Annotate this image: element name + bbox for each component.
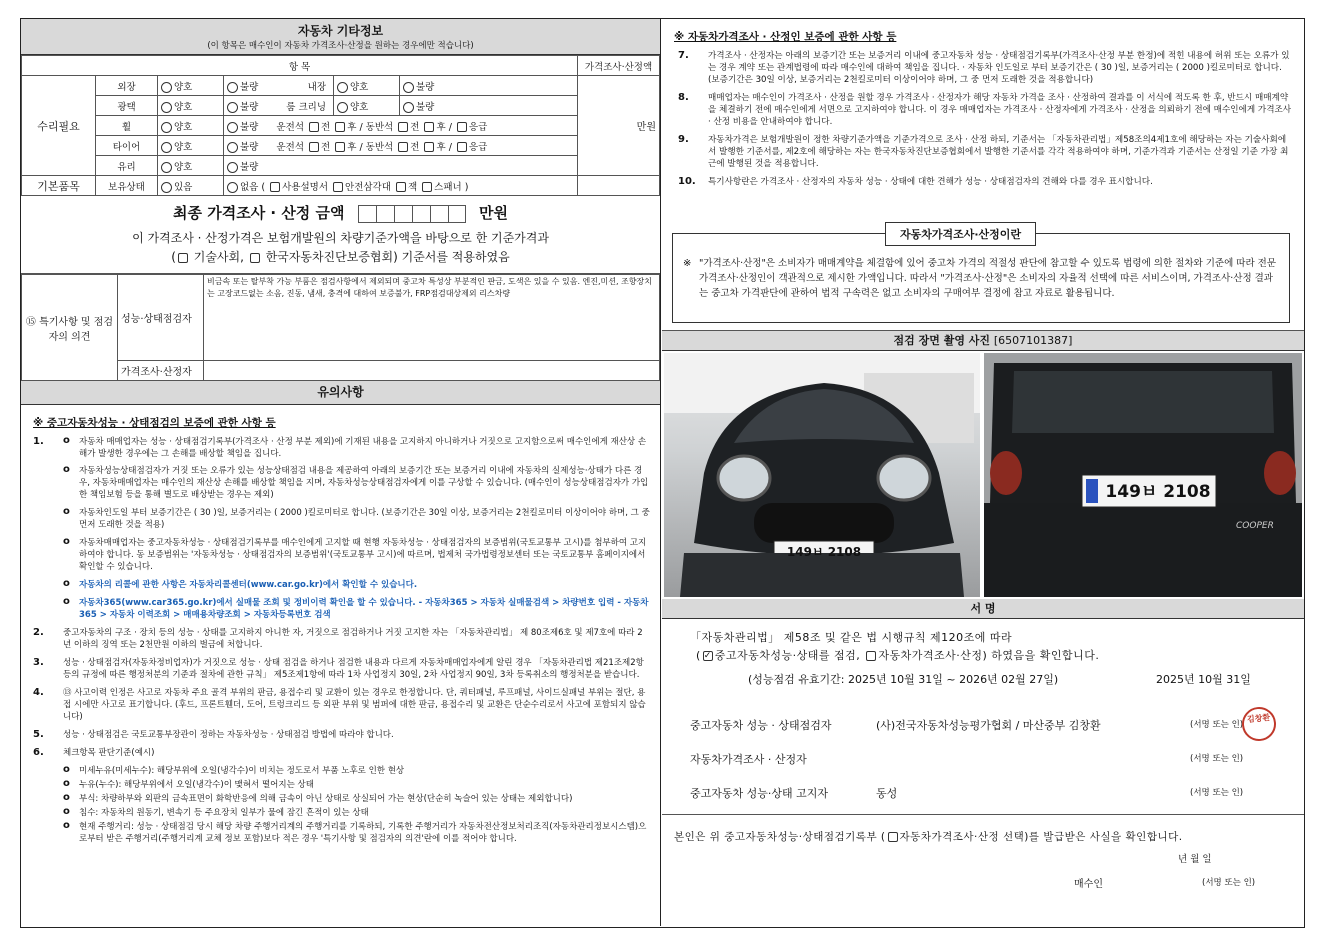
bullet-circle: o xyxy=(63,596,70,607)
receipt-date: 년 월 일 xyxy=(1178,854,1212,865)
pg-item xyxy=(674,50,1294,86)
notice-item xyxy=(33,507,650,531)
notice-item-number: 3. xyxy=(33,657,44,668)
col-price: 가격조사·산정액 xyxy=(578,56,660,76)
plate-rear: 149ㅂ 2108 xyxy=(1105,482,1211,502)
notice-item xyxy=(33,627,650,651)
price-person-label: 가격조사·산정자 xyxy=(118,361,204,381)
bullet-circle: o xyxy=(63,464,70,475)
receipt-text: 본인은 위 중고자동차성능·상태점검기록부 xyxy=(674,831,878,843)
notice-item-number: 4. xyxy=(33,687,44,698)
row-glass: 유리 xyxy=(96,156,158,176)
checkbox[interactable] xyxy=(161,122,172,133)
notice-item xyxy=(33,436,650,460)
notice-item xyxy=(33,537,650,573)
etc-title: 자동차 기타정보 xyxy=(297,24,384,38)
bad-label: 불량 xyxy=(240,81,259,93)
good-label: 양호 xyxy=(174,121,193,133)
front-label: 전 xyxy=(410,121,420,133)
checkbox[interactable] xyxy=(161,182,172,193)
checkbox[interactable] xyxy=(866,651,876,661)
checkbox[interactable] xyxy=(227,182,238,193)
checkbox[interactable] xyxy=(309,142,319,152)
checkbox[interactable] xyxy=(161,162,172,173)
bad-label: 불량 xyxy=(416,81,435,93)
checkbox[interactable] xyxy=(396,182,406,192)
checkbox[interactable] xyxy=(227,122,238,133)
pg-item-number: 10. xyxy=(678,176,696,187)
pg-item xyxy=(674,134,1294,170)
pg-item-text: 매매업자는 매수인이 가격조사 · 산정을 원할 경우 가격조사 · 산정자가 해당 자동차 가격을 조사 · 산정하여 결과를 이 서식에 적도록 한 후, 반드시 매매계약을 체결하기 전에 매수인에게 서면으로 고지하여야 합니다. 이 경우 매매업자는 가격조사 · 산정자에게 가격조사 · 산정을 의뢰하기 전에 매수인에게 가격조사 · 산정 비용을 안내하여야 합니다. xyxy=(708,93,1292,127)
good-label: 양호 xyxy=(350,81,369,93)
notice-item-text: 체크항목 판단기준(예시) xyxy=(63,748,155,758)
checkbox[interactable] xyxy=(270,182,280,192)
criteria-text: 부식: 차량하부와 외판의 금속표면이 화학반응에 의해 금속이 아닌 상태로 상실되어 가는 현상(단순히 녹슬어 있는 상태는 제외합니다) xyxy=(79,794,573,804)
perf-note: 비금속 또는 탈부착 가능 부품은 점검사항에서 제외되며 중고차 특성상 부분적인 판금, 도색은 있을 수 있음. 엔진,미션, 조향장치는 고장코드없는 소음, 진동, 냄새, 충격에 대하여 보증불가, FRP점검대상제외 리스차량 xyxy=(204,275,660,361)
definition-text: "가격조사·산정"은 소비자가 매매계약을 체결함에 있어 중고차 가격의 적절성 판단에 참고할 수 있도록 법령에 의한 절차와 기준에 따라 전문 가격조사·산정인이 객관적으로 제시한 가액입니다. 따라서 "가격조사·산정"은 소비자의 자율적 선택에 따른 서비스이며, 가격조사·산정 결과는 중고차 가격판단에 관하여 법적 구속력은 없고 소비자의 구매여부 결정에 참고 자료로 활용됩니다. xyxy=(699,258,1277,299)
bad-label: 불량 xyxy=(240,141,259,153)
car-front-illustration xyxy=(664,353,980,597)
inspector-label: 중고자동차 성능 · 상태점검자 xyxy=(690,719,832,732)
criteria-item xyxy=(33,807,650,819)
bullet-circle: o xyxy=(63,778,70,789)
left-column xyxy=(21,19,661,926)
definition-title: 자동차가격조사·산정이란 xyxy=(885,222,1036,246)
criteria-text: 침수: 자동차의 원동기, 변속기 등 주요장치 일부가 물에 잠긴 흔적이 있는 상태 xyxy=(79,808,369,818)
passenger-label: 동반석 xyxy=(365,141,394,153)
special-label: ⑮ 특기사항 및 점검자의 의견 xyxy=(22,275,118,381)
price-guarantee-section xyxy=(662,19,1304,331)
row-interior: 내장 xyxy=(307,81,326,93)
plate-front: 149ㅂ 2108 xyxy=(786,545,862,559)
car-front-photo xyxy=(664,353,980,597)
final-desc1: 이 가격조사 · 산정가격은 보험개발원의 차량기준가액을 바탕으로 한 기준가격과 xyxy=(132,231,549,245)
row-gloss: 광택 xyxy=(96,96,158,116)
special-table xyxy=(21,274,660,381)
driver-label: 운전석 xyxy=(276,141,305,153)
price-person-note[interactable] xyxy=(204,361,660,381)
criteria-text: 미세누유(미세누수): 해당부위에 오일(냉각수)이 비치는 정도로서 부품 노후로 인한 현상 xyxy=(79,766,405,776)
pg-item-number: 7. xyxy=(678,50,689,61)
bad-label: 불량 xyxy=(240,161,259,173)
criteria-item xyxy=(33,765,650,777)
jack-label: 잭 xyxy=(407,181,418,193)
final-desc2b: 한국자동차진단보증협회) 기준서를 적용하였음 xyxy=(265,250,510,264)
document-page xyxy=(20,18,1305,928)
notice-header: 유의사항 xyxy=(21,381,660,405)
notice-item xyxy=(33,729,650,741)
bullet-circle: o xyxy=(63,435,70,446)
row-possession: 보유상태 xyxy=(96,176,158,196)
photo-header xyxy=(662,331,1304,351)
basic-label: 기본품목 xyxy=(22,176,96,196)
notice-item-number: 2. xyxy=(33,627,44,638)
notice-item xyxy=(33,597,650,621)
spanner-label: 스패너 xyxy=(434,181,462,193)
receipt-text-b: 자동차가격조사·산정 선택)를 발급받은 사실을 확인합니다. xyxy=(899,831,1183,843)
notice-item-text: 성능 · 상태점검은 국토교통부장관이 정하는 자동차성능 · 상태점검 방법에 따라야 합니다. xyxy=(63,730,394,740)
notice-item xyxy=(33,687,650,723)
checkbox[interactable] xyxy=(424,122,434,132)
right-column xyxy=(662,19,1304,926)
buyer-label: 매수인 xyxy=(1074,879,1103,890)
sign-header: 서 명 xyxy=(662,599,1304,619)
price-person-sign-label: 자동차가격조사 · 산정자 xyxy=(690,753,807,766)
checkbox[interactable] xyxy=(422,182,432,192)
price-unit: 만원 xyxy=(578,76,660,176)
checkbox[interactable] xyxy=(457,142,467,152)
pg-item-number: 8. xyxy=(678,92,689,103)
emergency-label: 응급 xyxy=(468,141,488,153)
good-label: 양호 xyxy=(174,101,193,113)
sign-line2a: 중고자동차성능·상태를 점검, xyxy=(714,649,861,662)
seal-text: 김창환 xyxy=(1246,713,1271,725)
notice-item-text: 중고자동차의 구조 · 장치 등의 성능 · 상태를 고지하지 아니한 자, 거짓으로 점검하거나 거짓 고지한 자는 「자동차관리법」 제 80조제6호 및 제7호에 따라 2년 이하의 징역 또는 2천만원 이하의 벌금에 처합니다. xyxy=(63,628,643,650)
pg-item-text: 특기사항란은 가격조사 · 산정자의 자동차 성능 · 상태에 대한 견해가 성능 · 상태점검자의 견해와 다를 경우 표시합니다. xyxy=(708,177,1153,187)
front-label: 전 xyxy=(321,121,331,133)
rear-label: 후 xyxy=(347,121,357,133)
checkbox[interactable] xyxy=(161,102,172,113)
pg-list xyxy=(674,50,1294,188)
final-unit: 만원 xyxy=(478,204,508,222)
checkbox[interactable] xyxy=(161,82,172,93)
sign-line1: 「자동차관리법」 제58조 및 같은 법 시행규칙 제120조에 따라 xyxy=(690,631,1013,644)
sign-line2b: 자동차가격조사·산정) 하였음을 확인합니다. xyxy=(878,649,1100,662)
notice-item-text: 자동차성능상태점검자가 거짓 또는 오류가 있는 성능상태점검 내용을 제공하여 아래의 보증기간 또는 보증거리 이내에 자동차의 실제성능·상태가 다른 경우, 자동차매매업자는 매수인의 재산상 손해를 배상할 책임을 지며, 자동차성능상태점검자에게 이를 구상할 수 있습니다. (매수인이 성능상태점검자가 가입한 책임보험 등을 통해 별도로 배상받는 경우는 제외) xyxy=(79,466,649,500)
checkbox-checked[interactable]: ✓ xyxy=(703,651,712,661)
sign-date: 2025년 10월 31일 xyxy=(1156,673,1251,686)
criteria-text: 현재 주행거리: 성능 · 상태점검 당시 해당 차량 주행거리계의 주행거리를 기록하되, 기록한 주행거리가 자동차전산정보처리조직(자동차관리정보시스템)으로부터 받은 주행거리(주행거리계 교체 정보 포함)보다 적은 경우 '특기사항 및 점검자의 의견'란에 이를 적어야 합니다. xyxy=(79,822,647,844)
rear-label: 후 xyxy=(436,141,446,153)
notice-item-text: 자동차인도일 부터 보증기간은 ( 30 )일, 보증거리는 ( 2000 )킬로미터로 합니다. (보증기간은 30일 이상, 보증거리는 2천킬로미터 이상이어야 하며, 그 중 먼저 도래한 것을 적용) xyxy=(79,508,650,530)
photo-area xyxy=(662,351,1304,599)
criteria-item xyxy=(33,779,650,791)
row-wheel: 휠 xyxy=(96,116,158,136)
criteria-text: 누유(누수): 해당부위에서 오일(냉각수)이 맺혀서 떨어지는 상태 xyxy=(79,780,314,790)
checkbox[interactable] xyxy=(403,102,414,113)
pg-item-number: 9. xyxy=(678,134,689,145)
notice-item-text: 자동차365(www.car365.go.kr)에서 실매물 조회 및 정비이력 확인을 할 수 있습니다. - 자동차365 > 자동차 실매물검색 > 차량번호 입력 - 자동차365 > 자동차 이력조회 > 매매용차량조회 > 자동차등록번호 검색 xyxy=(79,598,649,620)
sign-or-seal: (서명 또는 인) xyxy=(1202,878,1256,888)
notice-item-number: 6. xyxy=(33,747,44,758)
notifier-name: 동성 xyxy=(876,787,898,800)
car-rear-photo xyxy=(984,353,1302,597)
photo-title: 점검 장면 촬영 사진 xyxy=(893,334,991,347)
notice-item-text: 자동차 매매업자는 성능 · 상태점검기록부(가격조사 · 산정 부분 제외)에 기재된 내용을 고지하지 아니하거나 거짓으로 고지함으로써 매수인에게 재산상 손해가 발생한 경우에는 그 손해를 배상할 책임을 집니다. xyxy=(79,437,647,459)
good-label: 양호 xyxy=(350,101,369,113)
bad-label: 불량 xyxy=(240,101,259,113)
front-label: 전 xyxy=(321,141,331,153)
definition-box xyxy=(672,228,1290,323)
checkbox[interactable] xyxy=(888,832,898,842)
bad-label: 불량 xyxy=(240,121,259,133)
checkbox[interactable] xyxy=(227,82,238,93)
sign-section: 「자동차관리법」 제58조 및 같은 법 시행규칙 제120조에 따라 ( ✓ 중고자동차성능·상태를 점검, 자동차가격조사·산정) 하였음을 확인합니다. (성능점검 유효기간: 2025년 10월 31일 ~ 2026년 02월 27일) 2025년 10월 31일 중고자동차 성능 · 상태점검자 (사)전국자동차성능평가협회 / 마산중부 김창환 (서명 또는 인) 김창환 자동차가격조사 · 산정자 (서명 또는 인) 중고자동차 성능·상태 고지자 동성 (서명 또는 인) xyxy=(662,619,1304,815)
pg-item xyxy=(674,92,1294,128)
notice-item-text: ⑬ 사고이력 인정은 사고로 자동차 주요 골격 부위의 판금, 용접수리 및 교환이 있는 경우로 한정합니다. 단, 쿼터패널, 루프패널, 사이드실패널 부위는 절단, 용접 시에만 사고로 표기합니다. (후드, 프론트휀더, 도어, 트렁크리드 등 외판 부위 및 범퍼에 대한 판금, 용접수리 및 교환은 단순수리로서 사고에 포함되지 않습니다) xyxy=(63,688,646,722)
bad-label: 불량 xyxy=(416,101,435,113)
sign-or-seal: (서명 또는 인) xyxy=(1190,754,1244,764)
pg-item xyxy=(674,176,1294,188)
notice-item-number: 5. xyxy=(33,729,44,740)
bullet-circle: o xyxy=(63,578,70,589)
checkbox[interactable] xyxy=(309,122,319,132)
bullet-circle: o xyxy=(63,792,70,803)
criteria-item xyxy=(33,793,650,805)
bullet-circle: o xyxy=(63,536,70,547)
notifier-label: 중고자동차 성능·상태 고지자 xyxy=(690,787,829,800)
checkbox[interactable] xyxy=(227,102,238,113)
notice-item-text: 자동차의 리콜에 관한 사항은 자동차리콜센터(www.car.go.kr)에서 확인할 수 있습니다. xyxy=(79,580,418,590)
emergency-label: 응급 xyxy=(468,121,488,133)
checkbox[interactable] xyxy=(398,122,408,132)
notice-item-text: 자동차매매업자는 중고자동차성능 · 상태점검기록부를 매수인에게 고지할 때 현행 자동차성능 · 상태점검자의 보증범위(국토교통부 고시)를 첨부하여 고지하여야 합니다. 동 보증범위는 '자동차성능 · 상태점검자의 보증범위'(국토교통부 고시)에 따르며, 법제처 국가법령정보센터 또는 국토교통부 홈페이지에서 확인할 수 있습니다. xyxy=(79,538,647,572)
etc-header xyxy=(21,19,660,55)
car-rear-illustration xyxy=(984,353,1302,597)
notice-item xyxy=(33,657,650,681)
pg-item-text: 자동차가격은 보험개발원이 정한 차량기준가액을 기준가격으로 조사 · 산정 하되, 기준서는 「자동차관리법」제58조의4제1호에 해당하는 자는 기술사회에서 발행한 기준서를, 제2호에 해당하는 자는 한국자동차진단보증협회에서 발행한 기준서를 각각 적용하여야 하며, 기준가격과 기준서는 산정일 기준 가장 최근에 발행된 것을 적용합니다. xyxy=(708,135,1289,169)
col-item: 항 목 xyxy=(22,56,578,76)
have-label: 있음 xyxy=(174,181,193,193)
row-room-clean: 룸 크리닝 xyxy=(286,101,326,113)
pg-item-text: 가격조사 · 산정자는 아래의 보증기간 또는 보증거리 이내에 중고자동차 성능 · 상태점검기록부(가격조사·산정 부분 한정)에 적힌 내용에 허위 또는 오류가 있는 경우 계약 또는 관계법령에 따라 매수인에 대하여 책임을 집니다. · 자동차 인도일로 부터 보증기간은 ( 30 )일, 보증거리는 ( 2000 )킬로미터로 합니다. (보증기간은 30일 이상, 보증거리는 2천킬로미터 이상이어야 하며, 그 중 먼저 도래한 것을 적용합니다) xyxy=(708,51,1290,85)
final-desc2a: 기술사회, xyxy=(193,250,244,264)
checkbox[interactable] xyxy=(337,82,348,93)
notice-sub: ※ 중고자동차성능 · 상태점검의 보증에 관한 사항 등 xyxy=(33,417,276,429)
checkbox[interactable] xyxy=(337,102,348,113)
notice-body xyxy=(21,405,660,845)
photo-code: [6507101387] xyxy=(993,334,1073,347)
checkbox[interactable] xyxy=(457,122,467,132)
manual-label: 사용설명서 xyxy=(282,181,328,193)
good-label: 양호 xyxy=(174,81,193,93)
good-label: 양호 xyxy=(174,141,193,153)
sign-or-seal: (서명 또는 인) xyxy=(1190,788,1244,798)
note-mark: ※ xyxy=(683,258,692,269)
checkbox[interactable] xyxy=(333,182,343,192)
rear-label: 후 xyxy=(347,141,357,153)
checkbox[interactable] xyxy=(398,142,408,152)
bullet-circle: o xyxy=(63,506,70,517)
row-tire: 타이어 xyxy=(96,136,158,156)
checkbox[interactable] xyxy=(161,142,172,153)
row-exterior: 외장 xyxy=(96,76,158,96)
cooper-badge: COOPER xyxy=(1236,521,1274,531)
red-seal xyxy=(1241,706,1278,743)
etc-table: 항 목 가격조사·산정액 수리필요 외장 양호 불량 내장 양호 불량 만원 광택 양호 불량 룸 크리닝 양호 불량 휠 양호 불량 운전석 전 후 / 동반석 전 후 / 응급 타이어 양호 불량 운전석 전 후 / 동반석 전 후 / 응급 유리 양호 불량 기본품목 보유상태 있음 없음 ( 사용설명서 안전삼각대 잭 스패너 ) xyxy=(21,55,660,196)
notice-item-text: 성능 · 상태점검자(자동차정비업자)가 거짓으로 성능 · 상태 점검을 하거나 점검한 내용과 다르게 자동차매매업자에게 알린 경우 「자동차관리법 제21조제2항 등의 규정에 따른 행정처분의 기준과 절차에 관한 규칙」 제5조제1항에 따라 1차 사업정지 30일, 2차 사업정지 90일, 3차 등록취소의 행정처분을 받습니다. xyxy=(63,658,644,680)
notice-list xyxy=(33,436,650,845)
driver-label: 운전석 xyxy=(276,121,305,133)
notice-item xyxy=(33,465,650,501)
checkbox[interactable] xyxy=(424,142,434,152)
good-label: 양호 xyxy=(174,161,193,173)
criteria-item xyxy=(33,821,650,845)
front-label: 전 xyxy=(410,141,420,153)
checkbox[interactable] xyxy=(403,82,414,93)
price-guarantee-title: ※ 자동차가격조사 · 산정인 보증에 관한 사항 등 xyxy=(674,31,897,43)
checkbox[interactable] xyxy=(227,162,238,173)
receipt-section: 본인은 위 중고자동차성능·상태점검기록부 ( 자동차가격조사·산정 선택)를 발급받은 사실을 확인합니다. 년 월 일 매수인 (서명 또는 인) xyxy=(674,831,1256,890)
inspector-name: (사)전국자동차성능평가협회 / 마산중부 김창환 xyxy=(876,719,1101,732)
validity: (성능점검 유효기간: 2025년 10월 31일 ~ 2026년 02월 27일) xyxy=(748,673,1059,686)
final-price-section: 최종 가격조사 · 산정 금액 만원 이 가격조사 · 산정가격은 보험개발원의 차량기준가액을 바탕으로 한 기준가격과 ( 기술사회, 한국자동차진단보증협회) 기준서를 적용하였음 xyxy=(21,196,660,274)
none-label: 없음 xyxy=(240,181,259,193)
rear-label: 후 xyxy=(436,121,446,133)
checkbox[interactable] xyxy=(335,122,345,132)
etc-subtitle: (이 항목은 매수인이 자동차 가격조사·산정을 원하는 경우에만 적습니다) xyxy=(207,41,474,51)
notice-item-number: 1. xyxy=(33,436,44,447)
triangle-label: 안전삼각대 xyxy=(345,181,391,193)
perf-label: 성능·상태점검자 xyxy=(118,275,204,361)
bullet-circle: o xyxy=(63,764,70,775)
final-label: 최종 가격조사 · 산정 금액 xyxy=(173,204,345,222)
checkbox[interactable] xyxy=(335,142,345,152)
price-input-boxes[interactable] xyxy=(358,205,466,223)
sign-or-seal: (서명 또는 인) xyxy=(1190,720,1244,730)
bullet-circle: o xyxy=(63,806,70,817)
checkbox[interactable] xyxy=(227,142,238,153)
notice-item xyxy=(33,579,650,591)
bullet-circle: o xyxy=(63,820,70,831)
checkbox[interactable] xyxy=(178,253,188,263)
checkbox[interactable] xyxy=(250,253,260,263)
repair-label: 수리필요 xyxy=(22,76,96,176)
notice-item xyxy=(33,747,650,759)
passenger-label: 동반석 xyxy=(365,121,394,133)
